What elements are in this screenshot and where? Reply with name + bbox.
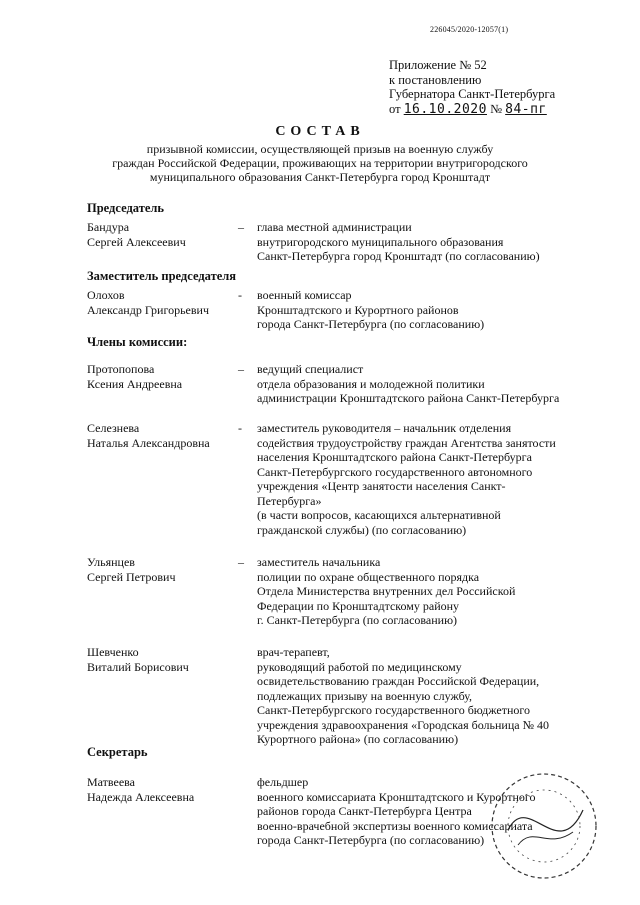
role-line: военно-врачебной экспертизы военного комиссариата [257,818,533,833]
role-line: ведущий специалист [257,362,364,376]
role-line: Отдела Министерства внутренних дел Российской [257,584,516,598]
document-subtitle [80,142,560,184]
dash: – [238,220,244,234]
member-role [257,421,597,537]
role-line: военного комиссариата Кронштадтского и Курортного [257,789,536,804]
role-line: города Санкт-Петербурга (по согласованию) [257,317,485,331]
role-line: заместитель начальника [257,555,381,569]
role-line: заместитель руководителя – начальник отделения [257,421,512,435]
given-names: Наталья Александровна [87,435,210,450]
role-line: освидетельствованию граждан Российской Федерации, [257,674,540,688]
member-name [87,775,237,804]
member-name [87,362,237,391]
role-line: администрации Кронштадтского района Санкт-Петербурга [257,391,560,405]
role-line: Кронштадтского и Курортного районов [257,302,459,317]
surname: Селезнева [87,421,140,435]
role-line: гражданской службы) (по согласованию) [257,522,467,537]
subtitle-line: граждан Российской Федерации, проживающих на территории внутригородского [112,156,528,170]
decree-number: 84-пг [505,101,547,117]
member-name [87,555,237,584]
member-name [87,220,237,249]
member-role [257,362,597,406]
surname: Шевченко [87,645,139,659]
dash: – [238,555,244,569]
section-deputy: Заместитель председателя [87,269,237,283]
role-line: подлежащих призыву на военную службу, [257,688,473,703]
role-line: населения Кронштадтского района Санкт-Петербурга [257,450,532,464]
document-title: СОСТАВ [275,124,365,139]
role-line: полиции по охране общественного порядка [257,569,480,584]
surname: Протопопова [87,362,155,376]
given-names: Виталий Борисович [87,659,189,674]
given-names: Александр Григорьевич [87,302,209,317]
member-name [87,288,237,317]
dash: – [238,362,244,376]
appendix-line: Приложение № 52 [389,58,487,72]
role-line: военный комиссар [257,288,352,302]
role-line: Санкт-Петербурга город Кронштадт (по согласованию) [257,249,540,263]
role-line: Курортного района» (по согласованию) [257,732,459,746]
surname: Ульянцев [87,555,135,569]
document-number: 226045/2020-12057(1) [430,25,509,34]
role-line: врач-терапевт, [257,645,330,659]
role-line: внутригородского муниципального образования [257,234,504,249]
surname: Бандура [87,220,130,234]
appendix-block [389,58,555,117]
seal-stamp [488,770,600,882]
appendix-line: Губернатора Санкт-Петербурга [389,87,556,101]
member-name [87,645,237,674]
appendix-line: к постановлению [389,72,482,87]
appendix-date-line [389,102,555,118]
section-secretary: Секретарь [87,745,148,759]
role-line: Санкт-Петербургского государственного бюджетного [257,703,531,717]
role-line: учреждения здравоохранения «Городская больница № 40 [257,717,550,732]
role-line: фельдшер [257,775,309,789]
role-line: руководящий работой по медицинскому [257,659,462,674]
given-names: Сергей Петрович [87,569,176,584]
surname: Матвеева [87,775,136,789]
subtitle-line: призывной комиссии, осуществляющей призыв на военную службу [146,142,494,156]
member-name [87,421,237,450]
given-names: Сергей Алексеевич [87,234,186,249]
given-names: Надежда Алексеевна [87,789,195,804]
role-line: Санкт-Петербургского государственного автономного [257,464,533,479]
role-line: глава местной администрации [257,220,412,234]
member-role [257,220,597,264]
member-role [257,288,597,332]
surname: Олохов [87,288,125,302]
signature-stroke [518,832,573,845]
role-line: отдела образования и молодежной политики [257,376,485,391]
member-role [257,645,597,747]
given-names: Ксения Андреевна [87,376,183,391]
role-line: города Санкт-Петербурга (по согласованию) [257,833,485,847]
section-chair: Председатель [87,201,165,215]
role-line: содействия трудоустройству граждан Агентства занятости [257,435,556,450]
role-line: Федерации по Кронштадтскому району [257,598,460,613]
date-prefix: от [389,101,401,116]
role-line: г. Санкт-Петербурга (по согласованию) [257,613,458,627]
decree-date: 16.10.2020 [403,101,487,117]
subtitle-line: муниципального образования Санкт-Петербурга город Кронштадт [149,170,491,184]
role-line: учреждения «Центр занятости населения Санкт- [257,479,506,493]
role-line: Петербурга» [257,493,322,508]
member-role [257,555,597,628]
role-line: районов города Санкт-Петербурга Центра [257,804,472,818]
role-line: (в части вопросов, касающихся альтернативной [257,508,501,522]
dash: - [238,421,242,435]
number-prefix: № [490,101,503,116]
section-members: Члены комиссии: [87,335,188,349]
dash: - [238,288,242,302]
signature-stroke [508,810,583,831]
